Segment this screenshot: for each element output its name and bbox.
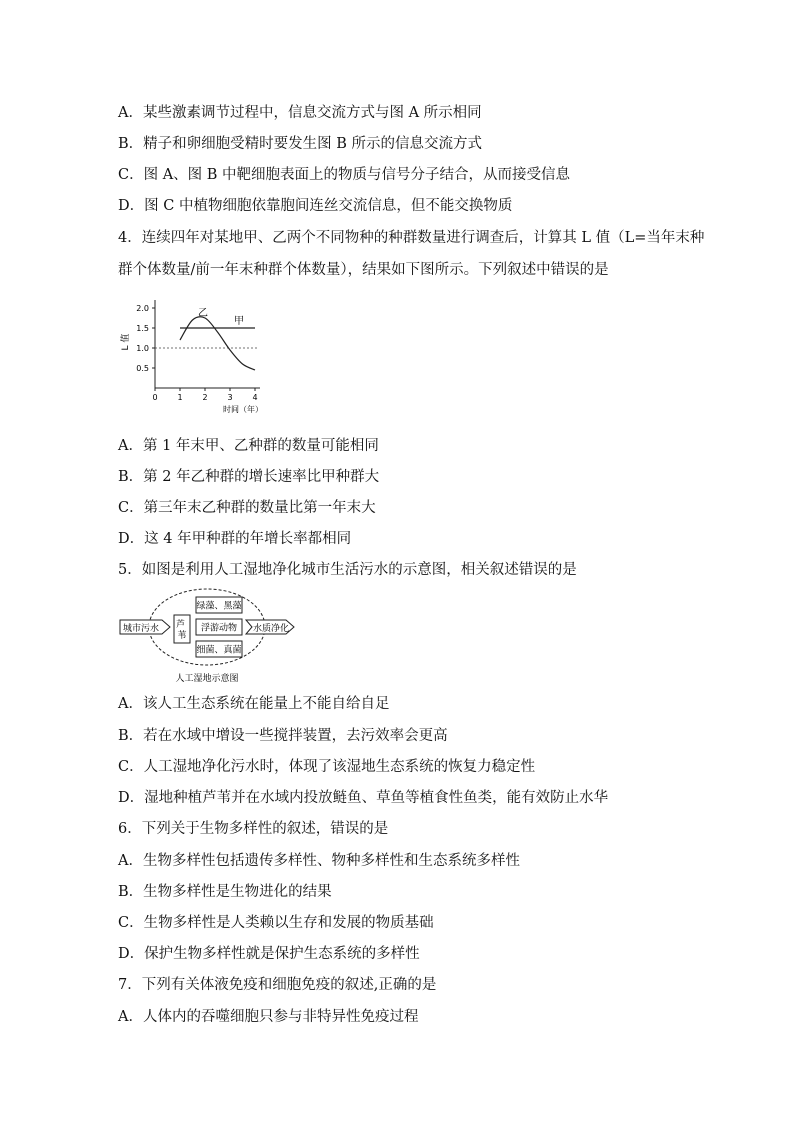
input-label: 城市污水 (122, 624, 160, 634)
y-tick-label: 1.0 (136, 344, 149, 353)
x-tick-label: 0 (152, 393, 158, 402)
series-jia-label: 甲 (234, 316, 244, 327)
q7-option-a: A．人体内的吞噬细胞只参与非特异性免疫过程 (118, 1009, 419, 1025)
x-tick-label: 1 (177, 393, 183, 402)
y-tick-label: 1.5 (136, 324, 149, 333)
q3-option-d: D．图 C 中植物细胞依靠胞间连丝交流信息，但不能交换物质 (118, 198, 513, 214)
q6-option-d: D．保护生物多样性就是保护生态系统的多样性 (118, 946, 420, 962)
x-tick-label: 2 (202, 393, 208, 402)
q7-stem: 7．下列有关体液免疫和细胞免疫的叙述,正确的是 (118, 977, 437, 993)
x-axis-label: 时间（年） (223, 405, 263, 414)
q3-option-b: B．精子和卵细胞受精时要发生图 B 所示的信息交流方式 (118, 136, 483, 152)
x-tick-label: 3 (227, 393, 233, 402)
x-tick-label: 4 (252, 393, 258, 402)
y-tick-label: 2.0 (136, 304, 149, 313)
l-value-chart-svg (118, 294, 278, 416)
reed-label-char1: 芦 (176, 620, 186, 630)
y-axis-label: L 值 (121, 333, 131, 351)
diagram-caption: 人工湿地示意图 (175, 674, 239, 684)
microbe-label: 细菌、真菌 (196, 645, 242, 656)
q5-option-b: B．若在水域中增设一些搅拌装置，去污效率会更高 (118, 728, 448, 744)
zooplankton-label: 浮游动物 (200, 623, 238, 634)
q4-option-a: A．第 1 年末甲、乙种群的数量可能相同 (118, 438, 379, 454)
y-tick-label: 0.5 (136, 364, 149, 373)
q6-option-b: B．生物多样性是生物进化的结果 (118, 884, 332, 900)
q6-option-a: A．生物多样性包括遗传多样性、物种多样性和生态系统多样性 (118, 853, 520, 869)
q6-stem: 6．下列关于生物多样性的叙述，错误的是 (118, 821, 389, 837)
wetland-diagram-svg (118, 587, 300, 685)
output-label: 水质净化 (252, 624, 290, 634)
q3-option-c: C．图 A、图 B 中靶细胞表面上的物质与信号分子结合，从而接受信息 (118, 167, 571, 183)
reed-label-char2: 苇 (177, 631, 187, 641)
series-yi-label: 乙 (198, 308, 208, 319)
q4-option-c: C．第三年末乙种群的数量比第一年末大 (118, 500, 376, 516)
q5-option-c: C．人工湿地净化污水时，体现了该湿地生态系统的恢复力稳定性 (118, 759, 536, 775)
q4-option-b: B．第 2 年乙种群的增长速率比甲种群大 (118, 469, 380, 485)
q3-option-a: A．某些激素调节过程中，信息交流方式与图 A 所示相同 (118, 105, 482, 121)
q5-stem: 5．如图是利用人工湿地净化城市生活污水的示意图，相关叙述错误的是 (118, 562, 577, 578)
q5-option-d: D．湿地种植芦苇并在水域内投放鲢鱼、草鱼等植食性鱼类，能有效防止水华 (118, 790, 609, 806)
q6-option-c: C．生物多样性是人类赖以生存和发展的物质基础 (118, 915, 434, 931)
q4-stem-line1: 4．连续四年对某地甲、乙两个不同物种的种群数量进行调查后，计算其 L 值（L=当年末种 (118, 230, 705, 246)
q4-stem-line2: 群个体数量/前一年末种群个体数量），结果如下图所示。下列叙述中错误的是 (118, 262, 609, 278)
wetland-diagram (118, 587, 300, 689)
l-value-chart (118, 294, 278, 420)
q5-option-a: A．该人工生态系统在能量上不能自给自足 (118, 696, 390, 712)
reed-label (176, 618, 188, 641)
algae-label: 绿藻、黑藻 (196, 601, 242, 612)
q4-option-d: D．这 4 年甲种群的年增长率都相同 (118, 531, 352, 547)
